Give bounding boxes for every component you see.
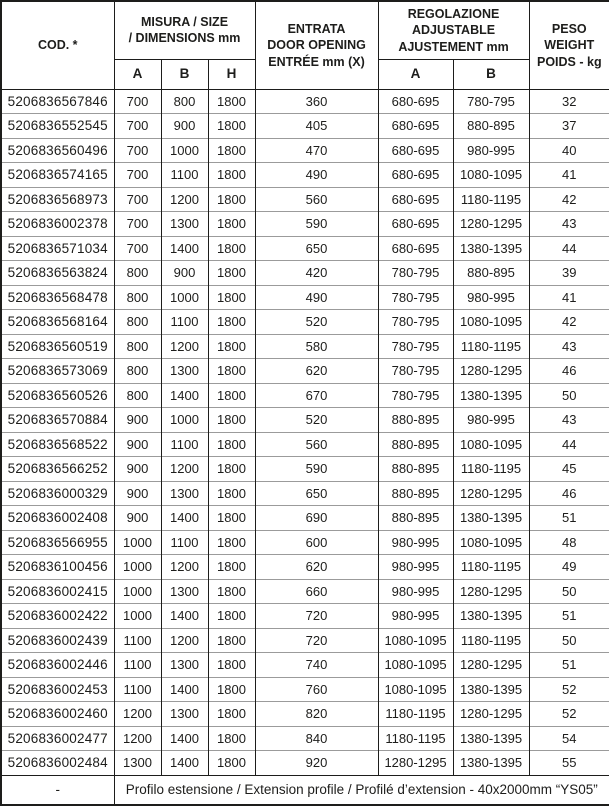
cell-h: 1800 (208, 555, 255, 580)
cell-reg_a: 880-895 (378, 506, 453, 531)
cell-b: 1400 (161, 236, 208, 261)
cell-reg_b: 1280-1295 (453, 212, 529, 237)
cell-a: 1100 (114, 628, 161, 653)
cell-reg_a: 780-795 (378, 261, 453, 286)
cell-cod: 5206836568522 (1, 432, 114, 457)
table-row (1, 481, 609, 506)
table-row (1, 677, 609, 702)
table-row (1, 187, 609, 212)
cell-b: 1400 (161, 726, 208, 751)
cell-b: 1300 (161, 653, 208, 678)
cell-reg_a: 680-695 (378, 89, 453, 114)
cell-entrata: 920 (255, 751, 378, 776)
header-entrata-line2: DOOR OPENING (267, 38, 366, 52)
cell-entrata: 560 (255, 432, 378, 457)
cell-h: 1800 (208, 432, 255, 457)
cell-b: 1200 (161, 555, 208, 580)
cell-entrata: 470 (255, 138, 378, 163)
cell-h: 1800 (208, 383, 255, 408)
table-row (1, 114, 609, 139)
header-regolazione-line2: ADJUSTABLE (411, 23, 496, 37)
cell-entrata: 360 (255, 89, 378, 114)
cell-entrata: 405 (255, 114, 378, 139)
header-peso (529, 1, 609, 89)
cell-reg_b: 980-995 (453, 408, 529, 433)
cell-entrata: 690 (255, 506, 378, 531)
cell-b: 1400 (161, 604, 208, 629)
cell-peso: 45 (529, 457, 609, 482)
cell-a: 800 (114, 334, 161, 359)
table-row (1, 334, 609, 359)
table-row (1, 285, 609, 310)
table-row (1, 702, 609, 727)
cell-b: 1400 (161, 506, 208, 531)
cell-reg_b: 1280-1295 (453, 702, 529, 727)
cell-cod: 5206836002378 (1, 212, 114, 237)
header-peso-line2: WEIGHT (544, 38, 595, 52)
cell-b: 1100 (161, 310, 208, 335)
cell-reg_b: 1280-1295 (453, 579, 529, 604)
cell-peso: 32 (529, 89, 609, 114)
cell-cod: 5206836002484 (1, 751, 114, 776)
cell-a: 1100 (114, 677, 161, 702)
cell-entrata: 650 (255, 481, 378, 506)
table-row (1, 530, 609, 555)
cell-h: 1800 (208, 212, 255, 237)
cell-cod: 5206836570884 (1, 408, 114, 433)
subheader-adjust-b: B (453, 59, 529, 89)
cell-reg_b: 1280-1295 (453, 653, 529, 678)
cell-reg_b: 1380-1395 (453, 236, 529, 261)
cell-cod: 5206836568973 (1, 187, 114, 212)
cell-peso: 51 (529, 506, 609, 531)
cell-reg_a: 980-995 (378, 579, 453, 604)
cell-reg_a: 680-695 (378, 163, 453, 188)
subheader-adjust-a: A (378, 59, 453, 89)
cell-a: 700 (114, 114, 161, 139)
cell-peso: 46 (529, 359, 609, 384)
cell-cod: 5206836563824 (1, 261, 114, 286)
cell-entrata: 840 (255, 726, 378, 751)
cell-h: 1800 (208, 114, 255, 139)
cell-peso: 39 (529, 261, 609, 286)
table-row (1, 726, 609, 751)
cell-h: 1800 (208, 677, 255, 702)
cell-reg_b: 1380-1395 (453, 751, 529, 776)
cell-reg_b: 1180-1195 (453, 187, 529, 212)
cell-b: 1200 (161, 187, 208, 212)
cell-entrata: 590 (255, 457, 378, 482)
cell-b: 1000 (161, 408, 208, 433)
header-entrata (255, 1, 378, 89)
cell-b: 1100 (161, 432, 208, 457)
cell-reg_a: 680-695 (378, 187, 453, 212)
cell-peso: 43 (529, 334, 609, 359)
cell-cod: 5206836002446 (1, 653, 114, 678)
cell-cod: 5206836566252 (1, 457, 114, 482)
cell-b: 1200 (161, 457, 208, 482)
cell-cod: 5206836560519 (1, 334, 114, 359)
header-peso-line3: POIDS - kg (536, 54, 602, 69)
table-row (1, 653, 609, 678)
header-misura-line2: / DIMENSIONS mm (128, 31, 241, 46)
cell-reg_a: 680-695 (378, 212, 453, 237)
table-row (1, 163, 609, 188)
cell-b: 1100 (161, 163, 208, 188)
cell-h: 1800 (208, 236, 255, 261)
cell-cod: 5206836002422 (1, 604, 114, 629)
cell-reg_a: 1080-1095 (378, 677, 453, 702)
cell-peso: 51 (529, 653, 609, 678)
cell-reg_a: 1080-1095 (378, 653, 453, 678)
cell-reg_a: 780-795 (378, 285, 453, 310)
table-row (1, 310, 609, 335)
cell-b: 1300 (161, 579, 208, 604)
cell-reg_b: 1280-1295 (453, 359, 529, 384)
cell-b: 900 (161, 261, 208, 286)
cell-peso: 42 (529, 187, 609, 212)
cell-a: 900 (114, 457, 161, 482)
cell-entrata: 520 (255, 408, 378, 433)
cell-reg_b: 880-895 (453, 114, 529, 139)
cell-cod: 5206836000329 (1, 481, 114, 506)
cell-a: 1000 (114, 555, 161, 580)
cell-a: 1200 (114, 702, 161, 727)
cell-peso: 50 (529, 628, 609, 653)
header-cod: COD. * (1, 1, 114, 89)
cell-reg_b: 1380-1395 (453, 726, 529, 751)
cell-reg_b: 1080-1095 (453, 530, 529, 555)
cell-b: 1200 (161, 628, 208, 653)
cell-reg_b: 1080-1095 (453, 432, 529, 457)
cell-reg_a: 1280-1295 (378, 751, 453, 776)
cell-cod: 5206836100456 (1, 555, 114, 580)
cell-a: 700 (114, 138, 161, 163)
cell-entrata: 820 (255, 702, 378, 727)
cell-peso: 44 (529, 432, 609, 457)
header-misura (114, 1, 255, 59)
header-entrata-line3: ENTRÉE mm (X) (268, 54, 365, 69)
table-row (1, 261, 609, 286)
cell-entrata: 580 (255, 334, 378, 359)
cell-entrata: 720 (255, 628, 378, 653)
cell-b: 1100 (161, 530, 208, 555)
cell-a: 1200 (114, 726, 161, 751)
cell-a: 700 (114, 187, 161, 212)
table-row (1, 432, 609, 457)
cell-reg_b: 1180-1195 (453, 334, 529, 359)
cell-reg_b: 780-795 (453, 89, 529, 114)
cell-b: 1000 (161, 138, 208, 163)
cell-cod: 5206836002408 (1, 506, 114, 531)
cell-peso: 52 (529, 702, 609, 727)
cell-reg_a: 980-995 (378, 555, 453, 580)
cell-a: 800 (114, 359, 161, 384)
cell-entrata: 720 (255, 604, 378, 629)
table-body (1, 89, 609, 775)
cell-peso: 41 (529, 285, 609, 310)
cell-b: 1300 (161, 212, 208, 237)
cell-peso: 51 (529, 604, 609, 629)
cell-reg_a: 680-695 (378, 138, 453, 163)
cell-a: 800 (114, 310, 161, 335)
cell-entrata: 620 (255, 359, 378, 384)
cell-reg_b: 1380-1395 (453, 677, 529, 702)
header-misura-line1: MISURA / SIZE (140, 14, 229, 29)
cell-cod: 5206836552545 (1, 114, 114, 139)
cell-peso: 48 (529, 530, 609, 555)
cell-entrata: 420 (255, 261, 378, 286)
subheader-size-h: H (208, 59, 255, 89)
cell-h: 1800 (208, 138, 255, 163)
cell-reg_a: 880-895 (378, 457, 453, 482)
cell-a: 700 (114, 163, 161, 188)
cell-h: 1800 (208, 530, 255, 555)
table-row (1, 751, 609, 776)
cell-b: 1200 (161, 334, 208, 359)
cell-h: 1800 (208, 310, 255, 335)
cell-a: 1000 (114, 579, 161, 604)
table-row (1, 604, 609, 629)
table-row (1, 628, 609, 653)
cell-a: 700 (114, 236, 161, 261)
cell-reg_a: 880-895 (378, 432, 453, 457)
cell-reg_b: 880-895 (453, 261, 529, 286)
cell-reg_b: 1380-1395 (453, 383, 529, 408)
cell-cod: 5206836568478 (1, 285, 114, 310)
cell-h: 1800 (208, 187, 255, 212)
cell-b: 800 (161, 89, 208, 114)
cell-reg_a: 1180-1195 (378, 702, 453, 727)
cell-cod: 5206836002477 (1, 726, 114, 751)
cell-b: 1400 (161, 751, 208, 776)
cell-peso: 50 (529, 383, 609, 408)
table-row (1, 457, 609, 482)
cell-cod: 5206836560526 (1, 383, 114, 408)
cell-reg_b: 1380-1395 (453, 506, 529, 531)
cell-reg_b: 1380-1395 (453, 604, 529, 629)
cell-cod: 5206836574165 (1, 163, 114, 188)
cell-reg_a: 780-795 (378, 359, 453, 384)
cell-h: 1800 (208, 726, 255, 751)
cell-entrata: 600 (255, 530, 378, 555)
header-regolazione-line3: AJUSTEMENT mm (398, 39, 509, 54)
cell-cod: 5206836571034 (1, 236, 114, 261)
cell-peso: 46 (529, 481, 609, 506)
cell-cod: 5206836560496 (1, 138, 114, 163)
cell-a: 900 (114, 481, 161, 506)
cell-a: 700 (114, 212, 161, 237)
cell-peso: 42 (529, 310, 609, 335)
cell-h: 1800 (208, 579, 255, 604)
cell-reg_b: 1180-1195 (453, 628, 529, 653)
cell-h: 1800 (208, 751, 255, 776)
cell-cod: 5206836567846 (1, 89, 114, 114)
header-entrata-line1: ENTRATA (287, 21, 346, 36)
cell-h: 1800 (208, 334, 255, 359)
table-row (1, 212, 609, 237)
header-regolazione (378, 1, 529, 59)
cell-entrata: 740 (255, 653, 378, 678)
cell-a: 1300 (114, 751, 161, 776)
cell-peso: 50 (529, 579, 609, 604)
cell-entrata: 660 (255, 579, 378, 604)
cell-h: 1800 (208, 359, 255, 384)
cell-cod: 5206836566955 (1, 530, 114, 555)
subheader-size-b: B (161, 59, 208, 89)
table-footer (1, 775, 609, 805)
cell-peso: 40 (529, 138, 609, 163)
cell-cod: 5206836573069 (1, 359, 114, 384)
cell-reg_a: 780-795 (378, 334, 453, 359)
table-row (1, 506, 609, 531)
cell-a: 800 (114, 261, 161, 286)
cell-h: 1800 (208, 261, 255, 286)
cell-peso: 49 (529, 555, 609, 580)
cell-a: 800 (114, 383, 161, 408)
table-header (1, 1, 609, 89)
cell-entrata: 490 (255, 163, 378, 188)
cell-entrata: 560 (255, 187, 378, 212)
cell-reg_a: 980-995 (378, 530, 453, 555)
footer-dash: - (1, 775, 114, 805)
cell-cod: 5206836568164 (1, 310, 114, 335)
cell-b: 900 (161, 114, 208, 139)
cell-b: 1300 (161, 359, 208, 384)
cell-reg_a: 880-895 (378, 481, 453, 506)
header-peso-line1: PESO (551, 21, 587, 36)
cell-b: 1000 (161, 285, 208, 310)
cell-reg_b: 980-995 (453, 138, 529, 163)
cell-cod: 5206836002453 (1, 677, 114, 702)
cell-entrata: 520 (255, 310, 378, 335)
cell-cod: 5206836002415 (1, 579, 114, 604)
cell-reg_b: 1080-1095 (453, 163, 529, 188)
cell-entrata: 670 (255, 383, 378, 408)
table-row (1, 408, 609, 433)
table-row (1, 555, 609, 580)
cell-h: 1800 (208, 89, 255, 114)
cell-reg_a: 1080-1095 (378, 628, 453, 653)
table-row (1, 138, 609, 163)
cell-reg_a: 780-795 (378, 310, 453, 335)
cell-reg_a: 780-795 (378, 383, 453, 408)
cell-h: 1800 (208, 653, 255, 678)
table-row (1, 383, 609, 408)
cell-reg_b: 980-995 (453, 285, 529, 310)
cell-h: 1800 (208, 506, 255, 531)
header-regolazione-line1: REGOLAZIONE (407, 6, 500, 21)
cell-entrata: 760 (255, 677, 378, 702)
cell-h: 1800 (208, 285, 255, 310)
cell-reg_a: 980-995 (378, 604, 453, 629)
cell-peso: 55 (529, 751, 609, 776)
cell-entrata: 590 (255, 212, 378, 237)
cell-entrata: 650 (255, 236, 378, 261)
cell-entrata: 490 (255, 285, 378, 310)
cell-h: 1800 (208, 702, 255, 727)
cell-peso: 54 (529, 726, 609, 751)
cell-reg_b: 1180-1195 (453, 555, 529, 580)
cell-entrata: 620 (255, 555, 378, 580)
cell-reg_b: 1080-1095 (453, 310, 529, 335)
cell-peso: 52 (529, 677, 609, 702)
cell-a: 700 (114, 89, 161, 114)
cell-b: 1400 (161, 677, 208, 702)
cell-a: 1000 (114, 530, 161, 555)
cell-reg_a: 880-895 (378, 408, 453, 433)
table-row (1, 236, 609, 261)
cell-b: 1400 (161, 383, 208, 408)
table-row (1, 89, 609, 114)
cell-b: 1300 (161, 702, 208, 727)
cell-a: 900 (114, 408, 161, 433)
cell-a: 1100 (114, 653, 161, 678)
cell-h: 1800 (208, 604, 255, 629)
cell-reg_a: 680-695 (378, 114, 453, 139)
cell-a: 900 (114, 432, 161, 457)
cell-h: 1800 (208, 628, 255, 653)
cell-reg_a: 1180-1195 (378, 726, 453, 751)
footer-note: Profilo estensione / Extension profile / Profilé d’extension - 40x2000mm “YS05” (114, 775, 609, 805)
cell-a: 800 (114, 285, 161, 310)
cell-cod: 5206836002439 (1, 628, 114, 653)
cell-h: 1800 (208, 408, 255, 433)
cell-peso: 43 (529, 408, 609, 433)
cell-h: 1800 (208, 457, 255, 482)
cell-peso: 43 (529, 212, 609, 237)
cell-peso: 37 (529, 114, 609, 139)
cell-reg_b: 1180-1195 (453, 457, 529, 482)
table-row (1, 579, 609, 604)
cell-cod: 5206836002460 (1, 702, 114, 727)
cell-h: 1800 (208, 163, 255, 188)
cell-a: 1000 (114, 604, 161, 629)
cell-h: 1800 (208, 481, 255, 506)
cell-a: 900 (114, 506, 161, 531)
cell-reg_a: 680-695 (378, 236, 453, 261)
cell-reg_b: 1280-1295 (453, 481, 529, 506)
cell-b: 1300 (161, 481, 208, 506)
table-row (1, 359, 609, 384)
cell-peso: 44 (529, 236, 609, 261)
cell-peso: 41 (529, 163, 609, 188)
subheader-size-a: A (114, 59, 161, 89)
